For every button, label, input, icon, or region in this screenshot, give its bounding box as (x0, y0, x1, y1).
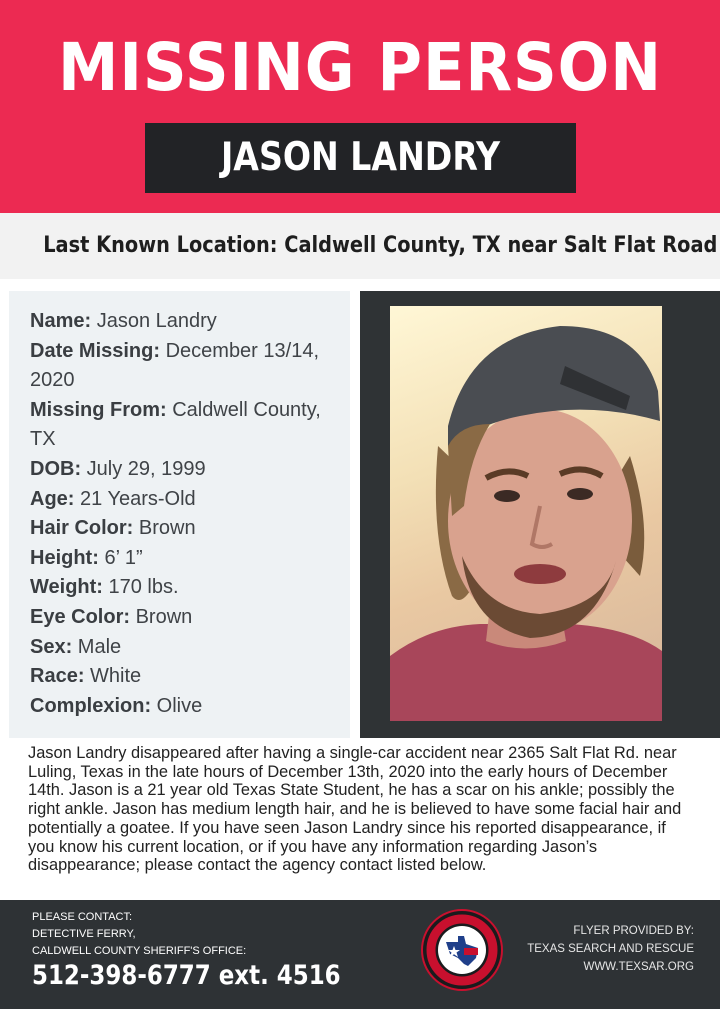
last-known-location: Last Known Location: Caldwell County, TX near Salt Flat Road (43, 233, 718, 258)
provider-line: TEXAS SEARCH AND RESCUE (527, 943, 694, 955)
provider-line: FLYER PROVIDED BY: (573, 925, 694, 937)
flyer-title: MISSING PERSON (58, 29, 662, 106)
detail-dob: DOB: July 29, 1999 (30, 457, 206, 480)
detail-complexion: Complexion: Olive (30, 694, 203, 717)
detail-name: Name: Jason Landry (30, 310, 217, 332)
detail-sex: Sex: Male (30, 635, 122, 658)
contact-line: DETECTIVE FERRY, (32, 928, 136, 940)
name-banner (145, 123, 576, 193)
contact-line: PLEASE CONTACT: (32, 911, 133, 923)
details-list (30, 307, 340, 721)
detail-eye-color: Eye Color: Brown (30, 605, 193, 628)
contact-info (32, 909, 246, 960)
location-banner (0, 213, 720, 279)
detail-height: Height: 6’ 1” (30, 546, 143, 569)
portrait-illustration (390, 306, 662, 721)
case-description: Jason Landry disappeared after having a single-car accident near 2365 Salt Flat Rd. near Luling, Texas in the late hours of December 13th, 2020 into the early hours of December 14th. Jason is a 21 year old Texas State Student, he has a scar on his ankle; possibly the right ankle. Jason has medium length hair, and he is believed to have some facial hair and potentially a goatee. If you have seen Jason Landry since his reported disappearance, if you know his current location, or if you have any information regarding Jason’s disappearance; please contact the agency contact listed below. (28, 744, 682, 875)
detail-weight: Weight: 170 lbs. (30, 576, 179, 599)
detail-race: Race: White (30, 665, 142, 688)
person-name-heading: JASON LANDRY (220, 135, 501, 180)
detail-hair-color: Hair Color: Brown (30, 517, 196, 540)
header-banner (0, 0, 720, 213)
person-photo (390, 306, 662, 721)
flyer-provider (474, 922, 694, 976)
provider-website-link[interactable]: WWW.TEXSAR.ORG (583, 961, 694, 973)
detail-missing-from: Missing From: Caldwell County, TX (30, 398, 321, 451)
contact-line: CALDWELL COUNTY SHERIFF'S OFFICE: (32, 945, 247, 957)
detail-date-missing: Date Missing: December 13/14, 2020 (30, 339, 320, 392)
contact-phone[interactable]: 512-398-6777 ext. 4516 (32, 960, 341, 991)
photo-frame (360, 291, 720, 738)
details-panel (9, 291, 350, 738)
detail-age: Age: 21 Years-Old (30, 487, 196, 510)
